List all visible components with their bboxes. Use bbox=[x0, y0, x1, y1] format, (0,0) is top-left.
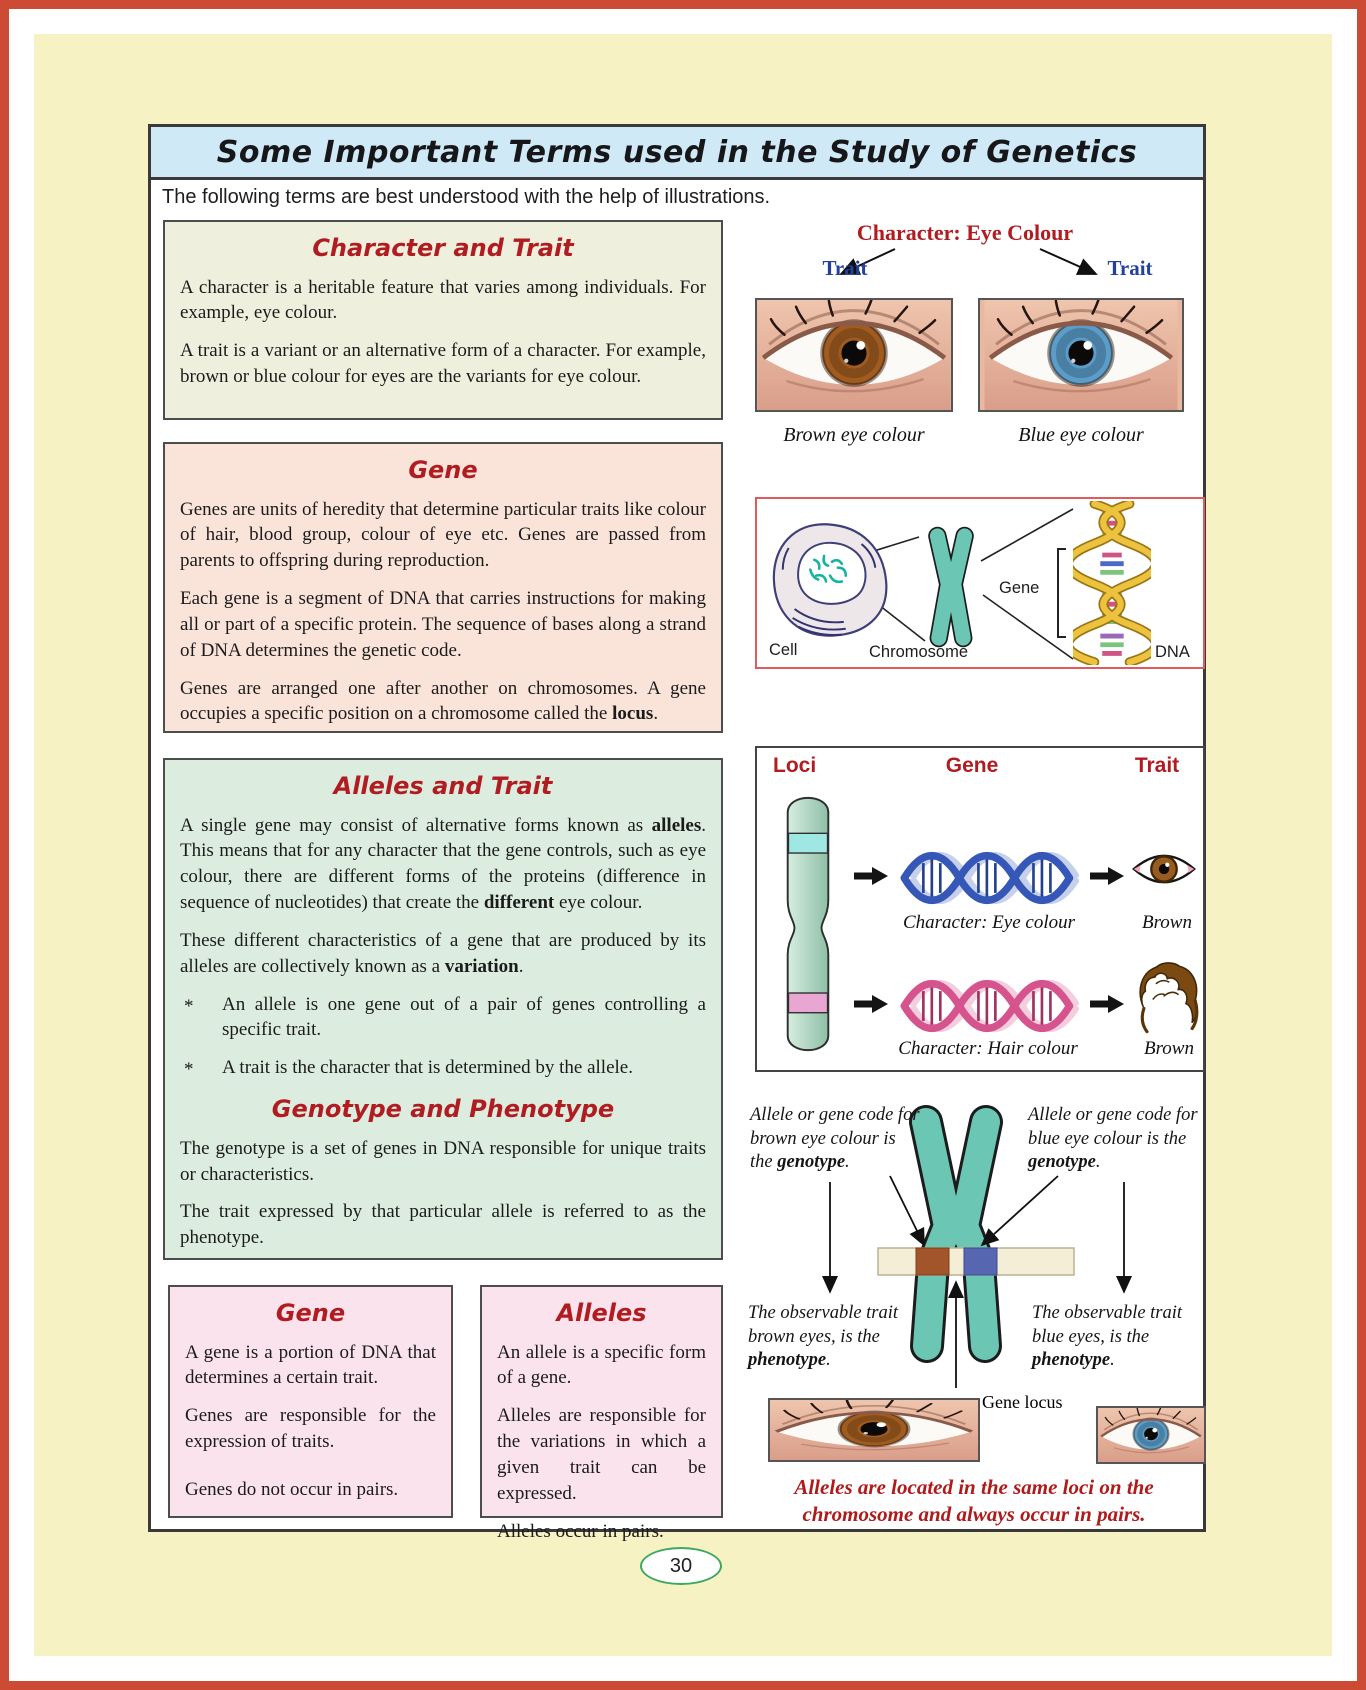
gene-card-paragraph-2: Genes are responsible for the expression of traits. bbox=[185, 1405, 436, 1453]
eye-trait-result: Brown bbox=[1142, 912, 1192, 933]
gene-card bbox=[168, 1285, 453, 1518]
trait-label-left: Trait bbox=[822, 256, 868, 280]
alleles-footer-note: Alleles are located in the same loci on the chromosome and always occur in pairs. bbox=[794, 1475, 1154, 1527]
eye-colour-caption: Character: Eye colour bbox=[902, 912, 1075, 933]
bullet-star: * bbox=[184, 995, 194, 1017]
alleles-card bbox=[480, 1285, 723, 1542]
title-banner bbox=[148, 124, 1206, 180]
cell-icon bbox=[767, 517, 895, 643]
character-trait-box bbox=[163, 220, 723, 420]
alleles-trait-box bbox=[163, 758, 723, 1260]
cell-chromosome-dna-diagram bbox=[755, 497, 1205, 669]
alleles-trait-paragraph-1: A single gene may consist of alternative forms known as alleles. This means that for any character that the gene controls, such as eye colour, there are different forms of the proteins (difference in sequence of nucleotides) that create the different eye colour. bbox=[180, 814, 706, 914]
gene-label: Gene bbox=[999, 579, 1040, 597]
brown-eye-caption: Brown eye colour bbox=[783, 424, 925, 446]
gene-paragraph-3: Genes are arranged one after another on chromosomes. A gene occupies a specific position on a chromosome called the locus. bbox=[180, 677, 706, 725]
dna-label: DNA bbox=[1155, 643, 1190, 661]
alleles-trait-heading: Alleles and Trait bbox=[333, 772, 553, 800]
blue-eye-graphic bbox=[980, 300, 1182, 410]
blue-eye-photo-small bbox=[1096, 1406, 1206, 1464]
blue-dna-helix-icon bbox=[899, 846, 1079, 910]
genotype-note-left: Allele or gene code for brown eye colour is the genotype. bbox=[750, 1105, 920, 1173]
alleles-card-heading: Alleles bbox=[556, 1299, 647, 1327]
trait-header: Trait bbox=[1134, 754, 1180, 777]
hair-icon bbox=[1133, 956, 1203, 1042]
character-trait-paragraph-1: A character is a heritable feature that varies among individuals. For example, eye colour. bbox=[180, 276, 706, 324]
allele-bullet-2: * A trait is the character that is determined by the allele. bbox=[180, 1055, 706, 1081]
character-trait-heading: Character and Trait bbox=[312, 234, 574, 262]
gene-card-heading: Gene bbox=[275, 1299, 346, 1327]
gene-paragraph-2: Each gene is a segment of DNA that carries instructions for making all or part of a specific protein. The sequence of bases along a strand of DNA determines the genetic code. bbox=[180, 588, 706, 661]
right-arrow-icon bbox=[851, 994, 891, 1014]
gene-bracket bbox=[1058, 549, 1066, 637]
chromosome-rod-icon bbox=[779, 786, 837, 1062]
dna-helix-icon bbox=[1073, 501, 1151, 665]
gene-box bbox=[163, 442, 723, 733]
gene-header: Gene bbox=[945, 754, 999, 777]
alleles-card-paragraph-1: An allele is a specific form of a gene. bbox=[497, 1341, 706, 1389]
gene-paragraph-1: Genes are units of heredity that determine particular traits like colour of hair, blood group, colour of eye etc. Genes are passed from parents to offspring during reproduction. bbox=[180, 498, 706, 572]
gene-locus-label: Gene locus bbox=[982, 1392, 1063, 1412]
genotype-note-right: Allele or gene code for blue eye colour is the genotype. bbox=[1028, 1105, 1198, 1173]
brown-eye-photo-small bbox=[768, 1398, 980, 1462]
page-number-badge bbox=[640, 1547, 722, 1585]
eye-colour-heading: Character: Eye Colour bbox=[856, 220, 1074, 245]
genotype-paragraph: The genotype is a set of genes in DNA responsible for unique traits or characteristics. bbox=[180, 1137, 706, 1185]
phenotype-note-left: The observable trait brown eyes, is the phenotype. bbox=[748, 1303, 899, 1371]
bullet-star: * bbox=[184, 1059, 194, 1081]
right-arrow-icon bbox=[1087, 994, 1127, 1014]
allele-bullet-1: * An allele is one gene out of a pair of genes controlling a specific trait. bbox=[184, 993, 706, 1041]
alleles-card-paragraph-2: Alleles are responsible for the variations in which a given trait can be expressed. bbox=[497, 1405, 706, 1504]
right-arrow-icon bbox=[1087, 866, 1127, 886]
trait-label-right: Trait bbox=[1107, 256, 1153, 280]
brown-eye-photo bbox=[755, 298, 953, 412]
intro-text: The following terms are best understood with the help of illustrations. bbox=[162, 186, 771, 208]
cell-label: Cell bbox=[769, 641, 798, 659]
blue-eye-photo bbox=[978, 298, 1184, 412]
gene-card-paragraph-1: A gene is a portion of DNA that determines a certain trait. bbox=[185, 1341, 436, 1389]
gene-heading: Gene bbox=[408, 456, 478, 484]
alleles-trait-paragraph-2: These different characteristics of a gene that are produced by its alleles are collectively known as a variation. bbox=[180, 929, 706, 977]
brown-allele-segment bbox=[916, 1248, 949, 1275]
chromosome-label: Chromosome bbox=[869, 643, 969, 661]
right-arrow-icon bbox=[851, 866, 891, 886]
pink-dna-helix-icon bbox=[899, 974, 1079, 1038]
phenotype-paragraph: The trait expressed by that particular allele is referred to as the phenotype. bbox=[180, 1201, 706, 1249]
character-trait-paragraph-2: A trait is a variant or an alternative form of a character. For example, brown or blue colour for eyes are the variants for eye colour. bbox=[180, 340, 706, 388]
hair-colour-caption: Character: Hair colour bbox=[898, 1038, 1078, 1059]
chromosome-icon bbox=[917, 525, 985, 649]
page-number: 30 bbox=[669, 1554, 693, 1577]
eye-icon bbox=[1131, 848, 1197, 890]
alleles-card-paragraph-3: Alleles occur in pairs. bbox=[497, 1520, 664, 1542]
loci-gene-trait-diagram bbox=[755, 746, 1205, 1072]
blue-eye-caption: Blue eye colour bbox=[1018, 424, 1144, 446]
brown-eye-graphic bbox=[757, 300, 951, 410]
phenotype-note-right: The observable trait blue eyes, is the phenotype. bbox=[1032, 1303, 1183, 1371]
page-title: Some Important Terms used in the Study of Genetics bbox=[216, 134, 1138, 170]
loci-header: Loci bbox=[773, 754, 817, 777]
genotype-phenotype-diagram bbox=[740, 1080, 1208, 1532]
blue-allele-segment bbox=[964, 1248, 997, 1275]
genotype-phenotype-heading: Genotype and Phenotype bbox=[271, 1095, 615, 1124]
gene-card-paragraph-3: Genes do not occur in pairs. bbox=[185, 1478, 399, 1500]
hair-trait-result: Brown bbox=[1144, 1038, 1194, 1059]
